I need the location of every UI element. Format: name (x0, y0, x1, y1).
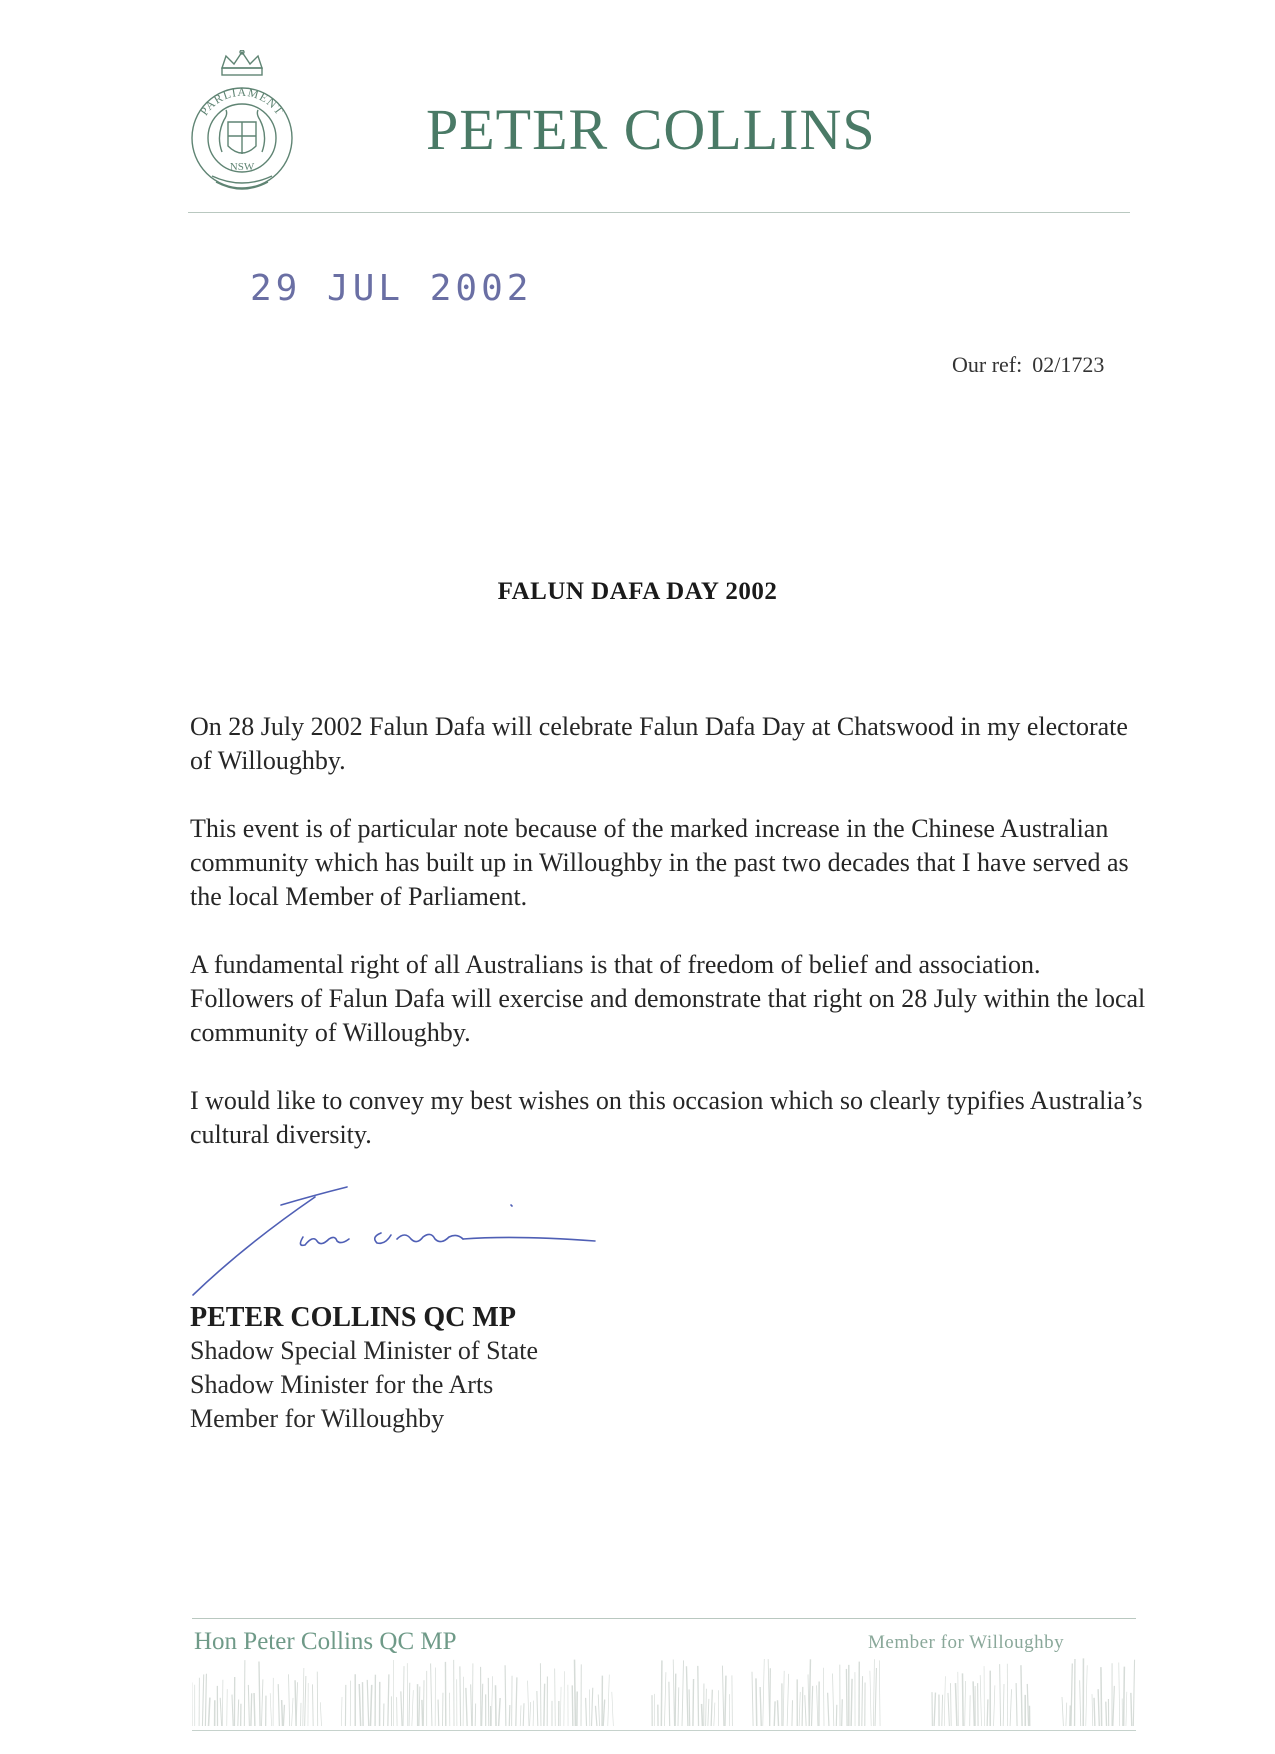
signatory-title: Shadow Minister for the Arts (190, 1370, 494, 1399)
reference-label: Our ref: (952, 352, 1023, 377)
body-paragraph: A fundamental right of all Australians is that of freedom of belief and association. Followers of Falun Dafa will exercise and demonstrate that right on 28 July within the local community of Willoughby. (190, 950, 1146, 1047)
svg-text:PARLIAMENT (197, 85, 287, 118)
reference-number: 02/1723 (1032, 352, 1105, 377)
letterhead-name: PETER COLLINS (426, 97, 876, 162)
crest-parliament-text: PARLIAMENT (196, 84, 287, 119)
signatory-name: PETER COLLINS QC MP (190, 1302, 516, 1333)
footer-bottom-divider (192, 1730, 1136, 1731)
footer-decorative-pattern (192, 1658, 1136, 1726)
reference-line (952, 352, 1104, 378)
body-paragraph: On 28 July 2002 Falun Dafa will celebrate Falun Dafa Day at Chatswood in my electorate of Willoughby. (190, 712, 1128, 775)
signatory-title: Member for Willoughby (190, 1404, 445, 1433)
footer-electorate: Member for Willoughby (868, 1632, 1065, 1653)
body-paragraph: I would like to convey my best wishes on this occasion which so clearly typifies Australia’s cultural diversity. (190, 1086, 1143, 1149)
footer-divider (192, 1618, 1136, 1619)
letterhead-divider (188, 212, 1130, 213)
crest-nsw-text: NSW (229, 161, 255, 173)
date-stamp: 29 JUL 2002 (250, 268, 533, 309)
body-paragraph: This event is of particular note because of the marked increase in the Chinese Australian community which has built up in Willoughby in the past two decades that I have served as the local Member of Parliament. (190, 814, 1129, 911)
footer-member-name: Hon Peter Collins QC MP (194, 1628, 457, 1655)
handwritten-signature (185, 1175, 605, 1305)
parliament-nsw-crest-icon (186, 50, 298, 200)
signatory-title: Shadow Special Minister of State (190, 1336, 539, 1365)
letter-title: FALUN DAFA DAY 2002 (497, 578, 778, 605)
